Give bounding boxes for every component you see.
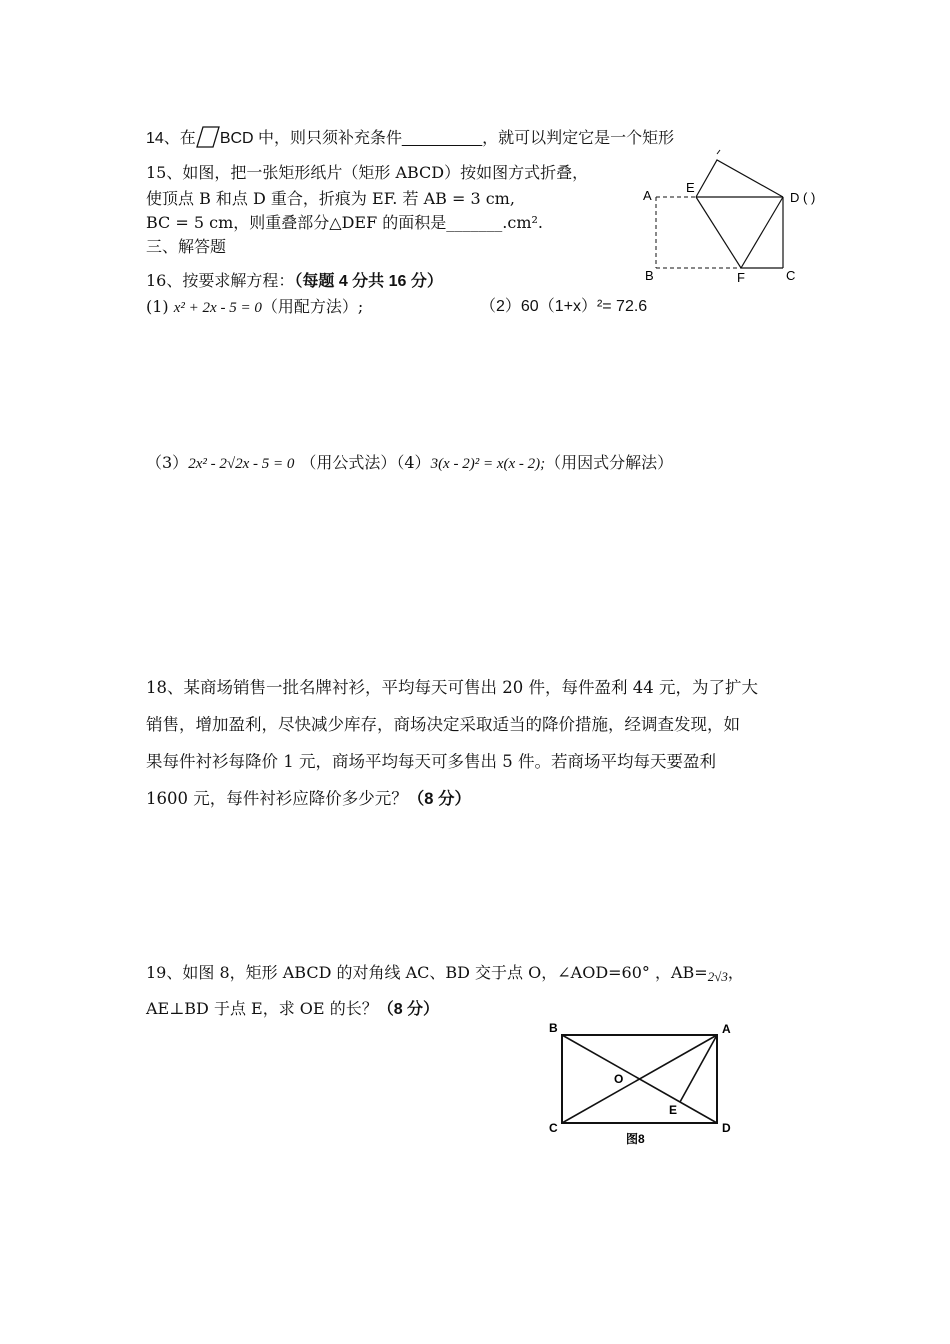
q19-line-1 (146, 962, 744, 988)
fig8-label-D: D (722, 1121, 731, 1135)
q16-p3-label: （3） (146, 453, 189, 472)
label-F: F (737, 270, 745, 285)
q15-line-3: BC = 5 cm，则重叠部分△DEF 的面积是_______.cm². (146, 213, 543, 232)
parallelogram-icon (196, 126, 220, 148)
q16-title-line (146, 270, 443, 293)
q16-p1-label: (1) (146, 297, 169, 316)
fig8-label-A: A (722, 1022, 731, 1036)
flap-mark (717, 150, 720, 154)
label-B: B (645, 268, 654, 283)
q19-text-2: AE⊥BD 于点 E，求 OE 的长？ (146, 999, 378, 1018)
q19-line1-end: ， (727, 963, 744, 982)
q15-line-1: 15、如图，把一张矩形纸片（矩形 ABCD）按如图方式折叠， (146, 163, 589, 182)
q14-suffix: ，就可以判定它是一个矩形 (482, 130, 675, 147)
fig8-label-B: B (549, 1021, 558, 1035)
q19-line-2 (146, 998, 439, 1021)
q16-p1-equation: x² + 2x - 5 = 0 (173, 300, 262, 316)
q18-score: （8 分） (407, 790, 472, 808)
q19-ab-value: 2√3 (707, 969, 728, 984)
q16-part-2: （2）60（1+x）²= 72.6 (480, 298, 648, 315)
q19-score: （8 分） (377, 1001, 440, 1018)
q14-body: BCD 中，则只须补充条件 (219, 130, 403, 147)
q18-line-2: 销售，增加盈利，尽快减少库存，商场决定采取适当的降价措施，经调查发现，如 (146, 715, 740, 734)
fold-diagonal-df (741, 197, 783, 268)
q19-text-1: 19、如图 8，矩形 ABCD 的对角线 AC、BD 交于点 O，∠AOD=60° ，AB= (146, 963, 708, 982)
fold-crease-ef (696, 197, 741, 268)
q16-part-1 (146, 296, 363, 319)
q16-p4-method: （用因式分解法） (545, 453, 674, 472)
fig8-label-C: C (549, 1121, 558, 1135)
q16-p3-method: （用公式法） (300, 453, 397, 472)
q16-p3-equation: 2x² - 2√2x - 5 = 0 (188, 456, 295, 472)
q16-score: （每题 4 分共 16 分） (294, 273, 443, 290)
figure-8 (540, 1018, 750, 1153)
q14-line (146, 126, 674, 150)
q15-fold-figure (638, 148, 828, 288)
folded-flap (696, 160, 783, 197)
q16-p4-label: （4） (396, 453, 431, 472)
q18-line-4: 1600 元，每件衬衫应降价多少元？ (146, 789, 408, 808)
fig8-label-E: E (669, 1103, 678, 1117)
q18-paragraph (146, 669, 758, 817)
q14-blank: _________ (402, 130, 483, 147)
fig8-caption: 图8 (626, 1132, 645, 1146)
label-E: E (686, 180, 695, 195)
q16-title: 16、按要求解方程： (146, 271, 295, 290)
fig8-label-O: O (614, 1072, 624, 1086)
q18-line-3: 果每件衬衫每降价 1 元，商场平均每天可多售出 5 件。若商场平均每天要盈利 (146, 752, 716, 771)
q18-line-1: 18、某商场销售一批名牌衬衫，平均每天可售出 20 件，每件盈利 44 元，为了扩大 (146, 678, 758, 697)
q16-part-3-4 (146, 452, 673, 475)
q15-line-2: 使顶点 B 和点 D 重合，折痕为 EF. 若 AB = 3 cm, (146, 189, 515, 208)
q16-p4-equation: 3(x - 2)² = x(x - 2); (430, 456, 546, 472)
section3-title: 三、解答题 (146, 237, 227, 256)
q14-prefix: 14、在 (146, 130, 196, 147)
q16-p1-method: （用配方法）; (261, 297, 364, 316)
q18-line-4-wrap (146, 780, 758, 817)
label-C: C (786, 268, 796, 283)
label-A: A (643, 188, 652, 203)
label-D: D ( ) (790, 190, 816, 205)
